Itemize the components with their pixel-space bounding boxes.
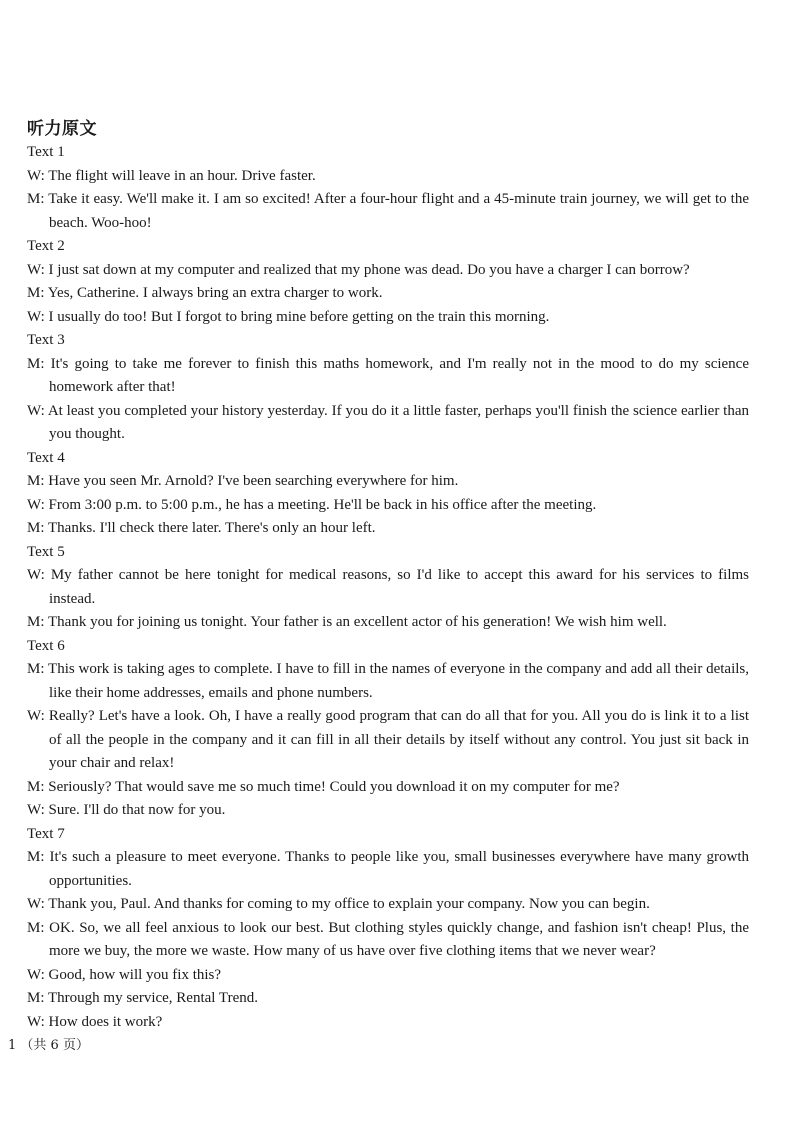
page-footer: 1 （共 6 页） — [8, 1038, 89, 1053]
speaker-tag: W: — [27, 402, 45, 419]
dialogue-text: Thanks. I'll check there later. There's only an hour left. — [48, 520, 376, 536]
text-section-label: Text 6 — [27, 637, 65, 654]
dialogue-line — [27, 917, 749, 964]
speaker-tag: M: — [27, 778, 45, 795]
speaker-tag: M: — [27, 520, 45, 536]
dialogue-line — [27, 705, 749, 776]
speaker-tag: M: — [27, 355, 45, 372]
dialogue-text: Take it easy. We'll make it. I am so excited! After a four-hour flight and a 45-minute train journey, we will get to the beach. Woo-hoo! — [48, 191, 749, 231]
text-section-label: Text 3 — [27, 332, 65, 348]
page-heading: 听力原文 — [27, 119, 97, 139]
speaker-tag: W: — [27, 966, 45, 983]
dialogue-line — [27, 564, 749, 611]
dialogue-line — [27, 353, 749, 400]
speaker-tag: M: — [27, 614, 45, 630]
speaker-tag: M: — [27, 285, 45, 301]
text-section-label: Text 7 — [27, 825, 65, 842]
dialogue-text: From 3:00 p.m. to 5:00 p.m., he has a meeting. He'll be back in his office after the meeting. — [48, 496, 597, 513]
dialogue-line — [27, 776, 749, 800]
dialogue-text: Yes, Catherine. I always bring an extra charger to work. — [47, 285, 383, 301]
text-section-label: Text 2 — [27, 238, 65, 254]
dialogue-text: My father cannot be here tonight for medical reasons, so I'd like to accept this award for his services to films instead. — [49, 567, 749, 607]
text-section-label: Text 4 — [27, 449, 65, 466]
transcript-content — [27, 118, 749, 1034]
dialogue-text: It's going to take me forever to finish this maths homework, and I'm really not in the mood to do my science homework after that! — [49, 355, 749, 395]
dialogue-line — [27, 799, 749, 823]
dialogue-text: Thank you for joining us tonight. Your father is an excellent actor of his generation! We wish him well. — [48, 614, 667, 630]
speaker-tag: W: — [27, 167, 45, 184]
dialogue-line — [27, 517, 749, 541]
speaker-tag: W: — [27, 567, 45, 583]
speaker-tag: M: — [27, 661, 45, 677]
dialogue-line — [27, 188, 749, 235]
speaker-tag: W: — [27, 496, 45, 513]
dialogue-text: How does it work? — [48, 1013, 163, 1030]
dialogue-text: Thank you, Paul. And thanks for coming to my office to explain your company. Now you can begin. — [48, 896, 650, 912]
dialogue-text: I just sat down at my computer and realized that my phone was dead. Do you have a charger I can borrow? — [48, 261, 690, 278]
dialogue-line — [27, 494, 749, 518]
dialogue-line — [27, 1011, 749, 1035]
speaker-tag: W: — [27, 896, 45, 912]
dialogue-line — [27, 893, 749, 917]
dialogue-line — [27, 611, 749, 635]
dialogue-text: Good, how will you fix this? — [48, 966, 222, 983]
dialogue-text: Seriously? That would save me so much time! Could you download it on my computer for me? — [48, 778, 620, 795]
dialogue-text: At least you completed your history yesterday. If you do it a little faster, perhaps you'll finish the science earlier than you thought. — [47, 402, 749, 442]
dialogue-line — [27, 306, 749, 330]
dialogue-line — [27, 964, 749, 988]
dialogue-text: Sure. I'll do that now for you. — [48, 802, 226, 818]
dialogue-text: I usually do too! But I forgot to bring mine before getting on the train this morning. — [48, 308, 550, 325]
speaker-tag: W: — [27, 261, 45, 278]
dialogue-text: The flight will leave in an hour. Drive faster. — [48, 167, 316, 184]
dialogue-line — [27, 400, 749, 447]
speaker-tag: W: — [27, 708, 45, 724]
transcript-body — [27, 141, 749, 1034]
dialogue-line — [27, 282, 749, 306]
speaker-tag: M: — [27, 191, 45, 207]
dialogue-text: Through my service, Rental Trend. — [48, 990, 258, 1006]
dialogue-line — [27, 470, 749, 494]
dialogue-line — [27, 846, 749, 893]
dialogue-text: Have you seen Mr. Arnold? I've been searching everywhere for him. — [48, 473, 459, 489]
dialogue-text: This work is taking ages to complete. I have to fill in the names of everyone in the company and add all their details, like their home addresses, emails and phone numbers. — [48, 661, 749, 701]
speaker-tag: W: — [27, 1013, 45, 1030]
speaker-tag: M: — [27, 919, 45, 936]
dialogue-line — [27, 987, 749, 1011]
speaker-tag: M: — [27, 990, 45, 1006]
dialogue-line — [27, 165, 749, 189]
speaker-tag: M: — [27, 473, 45, 489]
speaker-tag: W: — [27, 802, 45, 818]
speaker-tag: M: — [27, 849, 45, 865]
dialogue-line — [27, 658, 749, 705]
dialogue-text: Really? Let's have a look. Oh, I have a really good program that can do all that for you. All you do is link it to a list of all the people in the company and it can fill in all their details by itself without any control. You just sit back in your chair and relax! — [48, 708, 749, 771]
speaker-tag: W: — [27, 308, 45, 325]
dialogue-text: It's such a pleasure to meet everyone. Thanks to people like you, small businesses everywhere have many growth opportunities. — [49, 849, 749, 889]
dialogue-text: OK. So, we all feel anxious to look our best. But clothing styles quickly change, and fashion isn't cheap! Plus, the more we buy, the more we waste. How many of us have over five clothing items that we never wear? — [49, 919, 750, 959]
dialogue-line — [27, 259, 749, 283]
text-section-label: Text 5 — [27, 543, 65, 560]
text-section-label: Text 1 — [27, 144, 65, 160]
